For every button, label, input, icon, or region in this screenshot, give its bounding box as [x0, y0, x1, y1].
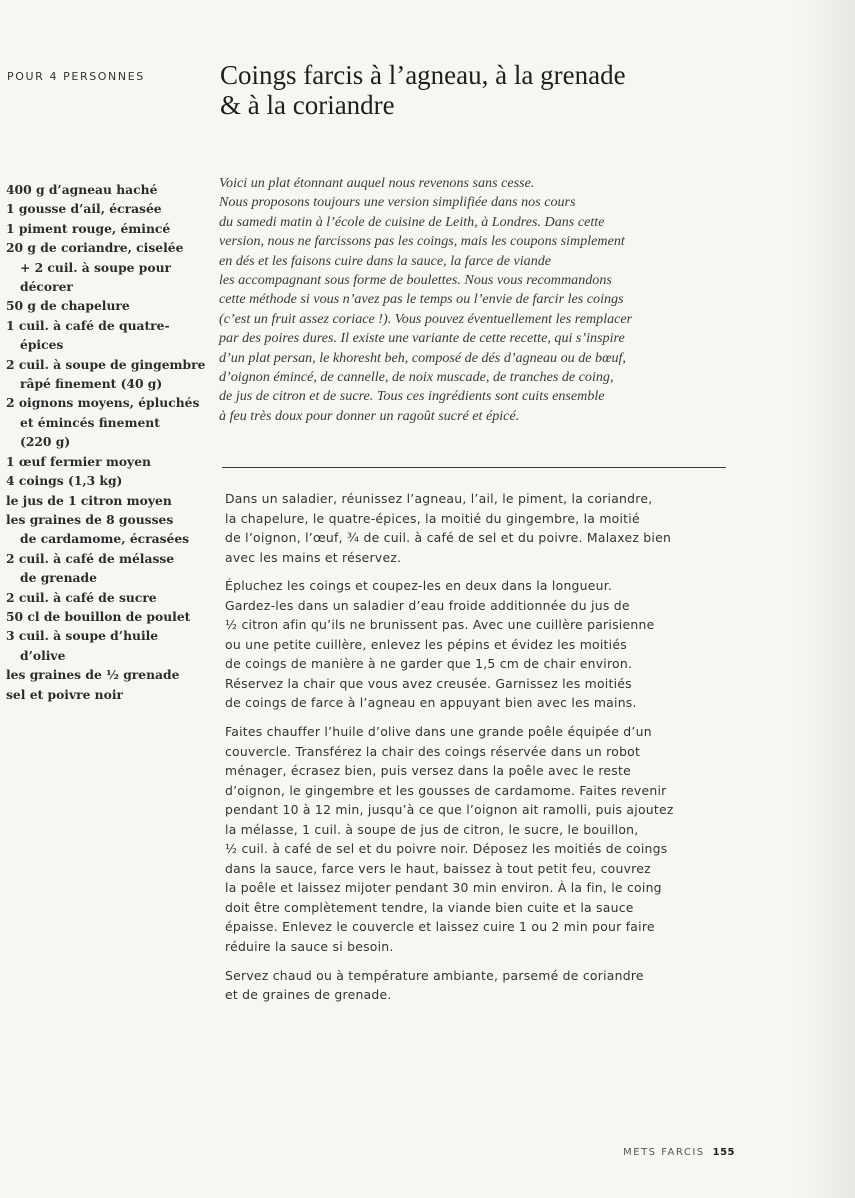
method-line: Servez chaud ou à température ambiante, parsemé de coriandre	[225, 967, 644, 983]
method-line: ou une petite cuillère, enlevez les pépins et évidez les moitiés	[225, 636, 627, 652]
page-number: 155	[712, 1147, 735, 1158]
method-line: d’oignon, le gingembre et les gousses de cardamome. Faites revenir	[225, 782, 667, 798]
recipe-introduction	[219, 174, 739, 426]
intro-line: cette méthode si vous n’avez pas le temps ou l’envie de farcir les coings	[219, 291, 624, 308]
method-line: ½ citron afin qu’ils ne brunissent pas. Avec une cuillère parisienne	[225, 617, 655, 633]
method-line: épaisse. Enlevez le couvercle et laissez cuire 1 ou 2 min pour faire	[225, 919, 655, 935]
recipe-method	[225, 489, 735, 1014]
method-line: ménager, écrasez bien, puis versez dans la poêle avec le reste	[225, 763, 631, 779]
ingredient-text: décorer	[20, 279, 73, 295]
intro-line: d’un plat persan, le khoresht beh, composé de dés d’agneau ou de bœuf,	[219, 349, 626, 366]
ingredient-text: 2 cuil. à café de sucre	[6, 589, 157, 605]
ingredient-item	[6, 665, 211, 684]
ingredient-item	[6, 452, 211, 471]
ingredient-text: de cardamome, écrasées	[20, 531, 190, 547]
recipe-title	[220, 60, 740, 120]
ingredient-text: 400 g d’agneau haché	[6, 182, 158, 197]
method-step	[225, 966, 735, 1005]
ingredient-text: 20 g de coriandre, ciselée	[6, 240, 184, 256]
intro-line: du samedi matin à l’école de cuisine de Leith, à Londres. Dans cette	[219, 213, 605, 230]
intro-line: de jus de citron et de sucre. Tous ces ingrédients sont cuits ensemble	[219, 388, 605, 405]
ingredient-item	[6, 549, 211, 588]
ingredient-item	[6, 626, 211, 665]
page-gutter-shadow	[795, 0, 855, 1198]
ingredient-item	[6, 510, 211, 549]
ingredient-text: 50 g de chapelure	[6, 298, 130, 314]
method-line: et de graines de grenade.	[225, 987, 392, 1003]
ingredient-text: de grenade	[20, 570, 97, 586]
ingredient-text: 2 cuil. à café de mélasse	[6, 550, 175, 566]
ingredient-text: 50 cl de bouillon de poulet	[6, 608, 191, 624]
intro-line: Voici un plat étonnant auquel nous revenons sans cesse.	[219, 175, 535, 191]
servings-label: POUR 4 PERSONNES	[7, 70, 145, 83]
ingredient-item	[6, 607, 211, 626]
ingredient-text: 2 oignons moyens, épluchés	[6, 395, 200, 411]
ingredient-text: 4 coings (1,3 kg)	[6, 473, 123, 489]
ingredient-item	[6, 491, 211, 510]
method-line: de l’oignon, l’œuf, ¾ de cuil. à café de sel et du poivre. Malaxez bien	[225, 530, 672, 546]
ingredient-text: le jus de 1 citron moyen	[6, 492, 172, 508]
ingredient-text: 1 œuf fermier moyen	[6, 453, 151, 469]
ingredient-text: les graines de ½ grenade	[6, 667, 180, 683]
method-line: dans la sauce, farce vers le haut, baissez à tout petit feu, couvrez	[225, 860, 651, 876]
method-line: de coings de manière à ne garder que 1,5 cm de chair environ.	[225, 656, 633, 672]
method-line: doit être complètement tendre, la viande bien cuite et la sauce	[225, 899, 634, 915]
page-footer	[623, 1147, 735, 1158]
intro-line: d’oignon émincé, de cannelle, de noix muscade, de tranches de coing,	[219, 369, 614, 386]
method-line: ½ cuil. à café de sel et du poivre noir. Déposez les moitiés de coings	[225, 841, 668, 857]
recipe-title-line: & à la coriandre	[220, 90, 395, 120]
method-line: couvercle. Transférez la chair des coings réservée dans un robot	[225, 743, 641, 759]
method-step	[225, 576, 735, 713]
ingredient-item	[6, 238, 211, 296]
ingredient-text: et émincés finement	[20, 414, 160, 430]
ingredient-item	[6, 316, 211, 355]
ingredient-item	[6, 180, 211, 199]
ingredient-item	[6, 219, 211, 238]
intro-line: en dés et les faisons cuire dans la sauce, la farce de viande	[219, 252, 552, 269]
method-step	[225, 722, 735, 957]
method-line: Réservez la chair que vous avez creusée. Garnissez les moitiés	[225, 675, 632, 691]
ingredient-item	[6, 296, 211, 315]
intro-line: Nous proposons toujours une version simplifiée dans nos cours	[219, 194, 576, 211]
intro-line: les accompagnant sous forme de boulettes. Nous vous recommandons	[219, 272, 612, 289]
ingredient-text: (220 g)	[20, 434, 71, 450]
method-line: Épluchez les coings et coupez-les en deux dans la longueur.	[225, 578, 613, 594]
ingredient-text: râpé finement (40 g)	[20, 376, 163, 392]
ingredient-text: 1 piment rouge, émincé	[6, 220, 171, 236]
ingredient-text: sel et poivre noir	[6, 686, 123, 702]
method-line: Faites chauffer l’huile d’olive dans une grande poêle équipée d’un	[225, 724, 652, 740]
ingredient-text: 1 gousse d’ail, écrasée	[6, 201, 162, 217]
section-name: METS FARCIS	[623, 1147, 705, 1158]
ingredient-text: épices	[20, 337, 64, 353]
method-line: pendant 10 à 12 min, jusqu’à ce que l’oignon ait ramolli, puis ajoutez	[225, 802, 674, 818]
method-line: Gardez-les dans un saladier d’eau froide additionnée du jus de	[225, 597, 630, 613]
ingredient-text: d’olive	[20, 647, 66, 663]
ingredient-item	[6, 355, 211, 394]
ingredient-text: + 2 cuil. à soupe pour	[20, 259, 171, 275]
ingredient-text: 1 cuil. à café de quatre-	[6, 317, 170, 333]
ingredient-item	[6, 588, 211, 607]
ingredient-text: 2 cuil. à soupe de gingembre	[6, 356, 206, 372]
method-line: réduire la sauce si besoin.	[225, 939, 394, 955]
method-line: la chapelure, le quatre-épices, la moitié du gingembre, la moitié	[225, 510, 640, 526]
section-divider	[222, 467, 726, 468]
ingredient-item	[6, 199, 211, 218]
intro-line: (c’est un fruit assez coriace !). Vous pouvez éventuellement les remplacer	[219, 310, 633, 327]
ingredient-item	[6, 393, 211, 451]
intro-line: par des poires dures. Il existe une variante de cette recette, qui s’inspire	[219, 330, 625, 347]
recipe-title-line: Coings farcis à l’agneau, à la grenade	[220, 60, 626, 90]
ingredient-item	[6, 685, 211, 704]
ingredient-text: les graines de 8 gousses	[6, 511, 174, 527]
intro-line: version, nous ne farcissons pas les coings, mais les coupons simplement	[219, 233, 625, 250]
ingredient-item	[6, 471, 211, 490]
method-line: Dans un saladier, réunissez l’agneau, l’ail, le piment, la coriandre,	[225, 491, 653, 506]
ingredient-list	[6, 180, 211, 704]
method-line: avec les mains et réservez.	[225, 549, 402, 565]
ingredient-text: 3 cuil. à soupe d’huile	[6, 628, 159, 644]
method-step	[225, 489, 735, 567]
intro-line: à feu très doux pour donner un ragoût sucré et épicé.	[219, 407, 520, 424]
method-line: la mélasse, 1 cuil. à soupe de jus de citron, le sucre, le bouillon,	[225, 821, 639, 837]
method-line: la poêle et laissez mijoter pendant 30 min environ. À la fin, le coing	[225, 880, 662, 896]
method-line: de coings de farce à l’agneau en appuyant bien avec les mains.	[225, 695, 637, 711]
